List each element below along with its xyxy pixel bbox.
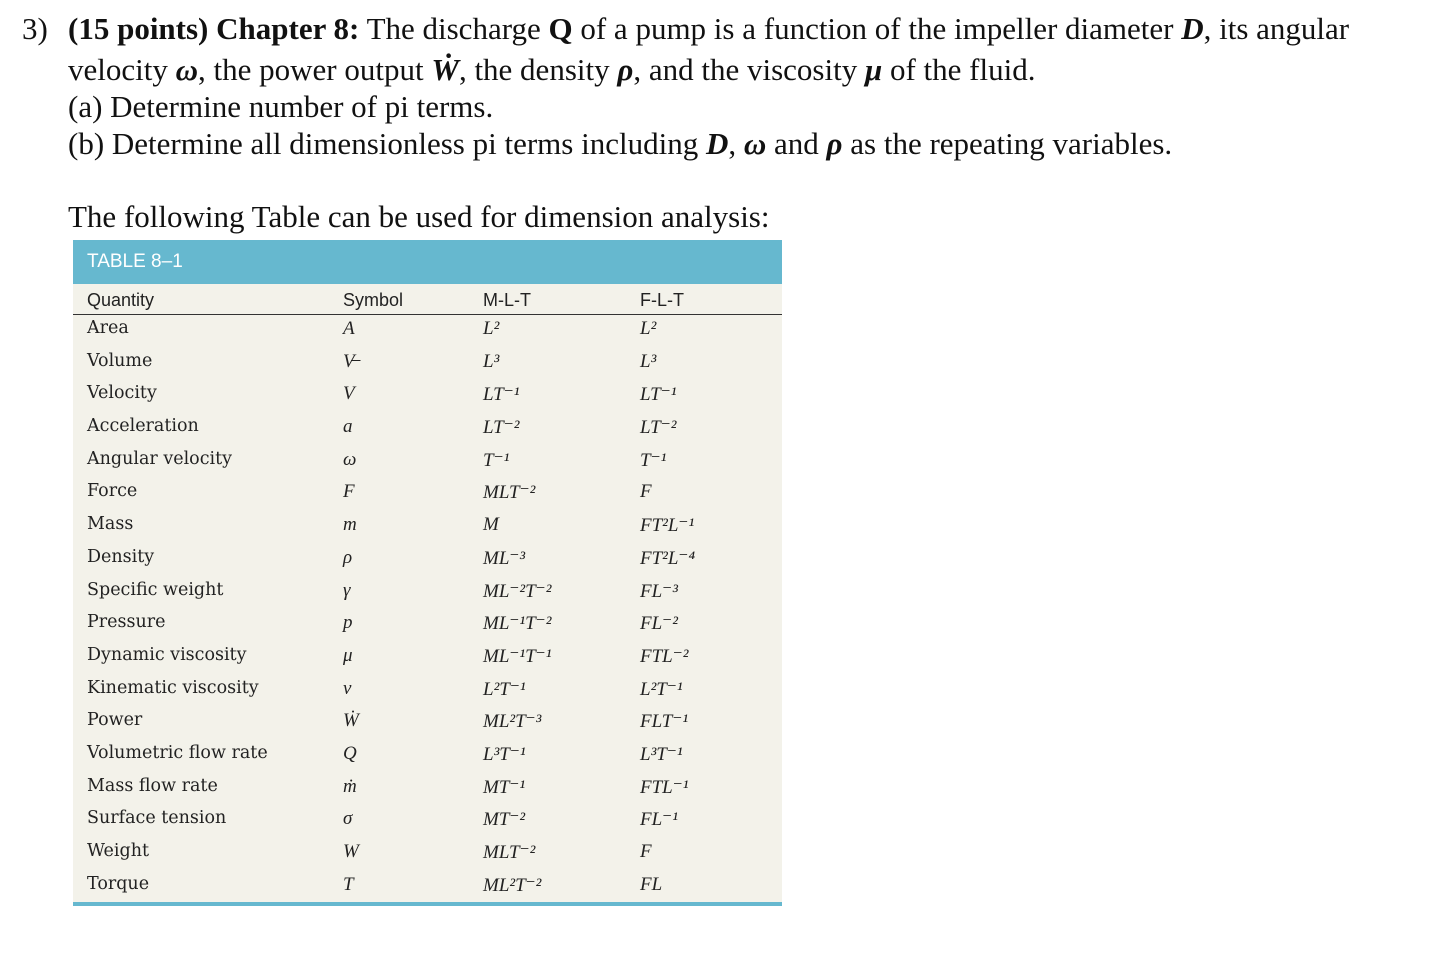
table-row <box>73 347 782 380</box>
cell-symbol: ρ <box>343 546 353 568</box>
table-row <box>73 739 782 772</box>
table-row <box>73 641 782 674</box>
cell-mlt: ML⁻²T⁻² <box>483 580 552 602</box>
cell-mlt: ML⁻³ <box>483 547 526 569</box>
cell-quantity: Surface tension <box>87 808 227 829</box>
cell-flt: FL⁻³ <box>640 580 678 602</box>
table-row <box>73 674 782 707</box>
table-row <box>73 837 782 870</box>
cell-quantity: Torque <box>87 873 150 894</box>
cell-flt: L²T⁻¹ <box>640 678 683 700</box>
cell-mlt: T⁻¹ <box>483 449 510 471</box>
text: , and the viscosity <box>633 52 865 87</box>
table-bottom-rule <box>73 902 782 906</box>
cell-mlt: M <box>483 514 499 536</box>
cell-mlt: ML⁻¹T⁻² <box>483 613 552 635</box>
cell-quantity: Acceleration <box>87 416 199 437</box>
cell-symbol: γ <box>343 579 351 601</box>
cell-symbol: Q <box>343 742 357 764</box>
header-mlt: M-L-T <box>483 290 531 310</box>
cell-flt: LT⁻² <box>640 417 677 439</box>
text: of the fluid. <box>882 52 1036 87</box>
cell-quantity: Volume <box>87 350 153 371</box>
cell-flt: L³T⁻¹ <box>640 743 683 765</box>
cell-flt: FL⁻¹ <box>640 809 678 831</box>
cell-mlt: MLT⁻² <box>483 482 536 504</box>
cell-quantity: Kinematic viscosity <box>87 677 259 698</box>
header-symbol: Symbol <box>343 290 404 310</box>
cell-symbol: W <box>343 841 359 862</box>
cell-symbol: σ <box>343 808 353 830</box>
cell-flt: F <box>640 841 652 862</box>
text: , the density <box>458 52 618 87</box>
cell-quantity: Volumetric flow rate <box>87 742 268 763</box>
header-flt: F-L-T <box>640 290 684 310</box>
symbol-rho: ρ <box>617 52 634 87</box>
cell-quantity: Force <box>87 481 138 502</box>
table-row <box>73 379 782 412</box>
cell-quantity: Density <box>87 546 155 567</box>
cell-mlt: ML²T⁻² <box>483 874 542 896</box>
cell-symbol: ṁ <box>343 775 357 797</box>
cell-quantity: Velocity <box>87 383 157 404</box>
table-row <box>73 477 782 510</box>
cell-symbol: p <box>343 612 353 634</box>
header-quantity: Quantity <box>87 290 155 310</box>
text: , <box>728 126 744 161</box>
text: velocity <box>68 52 176 87</box>
table-title-bar <box>73 240 782 284</box>
text: and <box>766 126 827 161</box>
cell-quantity: Specific weight <box>87 579 224 600</box>
cell-symbol: V <box>343 383 355 405</box>
cell-mlt: MLT⁻² <box>483 842 536 863</box>
cell-symbol: Ẇ <box>343 710 359 732</box>
cell-symbol: ω <box>343 448 357 470</box>
cell-symbol: ν <box>343 677 352 699</box>
table-row <box>73 543 782 576</box>
chapter-label: Chapter 8: <box>216 11 360 46</box>
cell-quantity: Area <box>87 318 129 338</box>
cell-quantity: Mass <box>87 514 134 535</box>
cell-flt: T⁻¹ <box>640 449 667 471</box>
cell-mlt: LT⁻¹ <box>483 384 520 406</box>
text: , the power output <box>198 52 432 87</box>
cell-flt: FTL⁻¹ <box>640 776 689 798</box>
text: (b) Determine all dimensionless pi terms including <box>68 126 706 161</box>
cell-flt: FL <box>640 873 663 895</box>
cell-flt: LT⁻¹ <box>640 384 677 406</box>
cell-mlt: ML⁻¹T⁻¹ <box>483 645 552 667</box>
cell-mlt: LT⁻² <box>483 417 520 439</box>
cell-mlt: ML²T⁻³ <box>483 711 542 733</box>
table-row <box>73 706 782 739</box>
cell-symbol: T <box>343 873 354 895</box>
cell-flt: FT²L⁻¹ <box>640 515 695 537</box>
symbol-q: Q <box>548 11 573 46</box>
table-row <box>73 510 782 543</box>
cell-flt: F <box>640 481 652 503</box>
cell-quantity: Pressure <box>87 612 166 633</box>
cell-quantity: Dynamic viscosity <box>87 644 247 665</box>
cell-symbol: F <box>343 481 355 503</box>
text: of a pump is a function of the impeller diameter <box>572 11 1182 46</box>
cell-symbol: V̶ <box>343 350 355 372</box>
problem-number: 3) <box>22 11 48 46</box>
symbol-d: D <box>1181 11 1204 46</box>
table-row <box>73 445 782 478</box>
cell-flt: FTL⁻² <box>640 645 689 667</box>
table-row <box>73 804 782 837</box>
cell-quantity: Weight <box>87 841 150 861</box>
cell-quantity: Mass flow rate <box>87 775 218 796</box>
symbol-rho: ρ <box>826 126 843 161</box>
cell-flt: L³ <box>640 350 657 372</box>
cell-mlt: L³T⁻¹ <box>483 743 526 765</box>
cell-symbol: a <box>343 416 353 438</box>
problem-line-2 <box>68 51 1035 89</box>
cell-flt: FL⁻² <box>640 613 678 635</box>
table-row <box>73 772 782 805</box>
cell-symbol: μ <box>343 644 353 666</box>
symbol-d: D <box>705 126 729 161</box>
symbol-omega: ω <box>743 126 767 161</box>
cell-symbol: m <box>343 514 357 536</box>
cell-mlt: MT⁻² <box>483 809 526 831</box>
cell-mlt: MT⁻¹ <box>483 776 526 798</box>
cell-symbol: A <box>343 318 355 339</box>
cell-flt: FT²L⁻⁴ <box>640 547 696 569</box>
part-b <box>68 125 1172 163</box>
text: as the repeating variables. <box>842 126 1173 161</box>
table-row <box>73 576 782 609</box>
cell-quantity: Angular velocity <box>87 448 233 469</box>
table-intro: The following Table can be used for dimension analysis: <box>68 199 770 234</box>
table-column-headers <box>73 284 782 315</box>
cell-quantity: Power <box>87 710 143 731</box>
symbol-wdot: Ẇ <box>431 52 459 87</box>
symbol-mu: μ <box>864 52 883 87</box>
table-title: TABLE 8–1 <box>87 251 183 272</box>
cell-mlt: L²T⁻¹ <box>483 678 526 700</box>
table-row <box>73 314 782 347</box>
cell-flt: FLT⁻¹ <box>640 711 689 733</box>
cell-flt: L² <box>640 318 657 339</box>
table-row <box>73 608 782 641</box>
cell-mlt: L² <box>483 318 500 339</box>
table-row <box>73 870 782 903</box>
part-a: (a) Determine number of pi terms. <box>68 89 494 124</box>
symbol-omega: ω <box>175 52 199 87</box>
table-row <box>73 412 782 445</box>
problem-line-1 <box>68 10 1349 48</box>
cell-mlt: L³ <box>483 350 500 372</box>
table-body <box>73 314 782 902</box>
text: , its angular <box>1203 11 1350 46</box>
dimension-table <box>73 240 782 906</box>
points-label: (15 points) <box>68 11 209 46</box>
text: The discharge <box>359 11 549 46</box>
